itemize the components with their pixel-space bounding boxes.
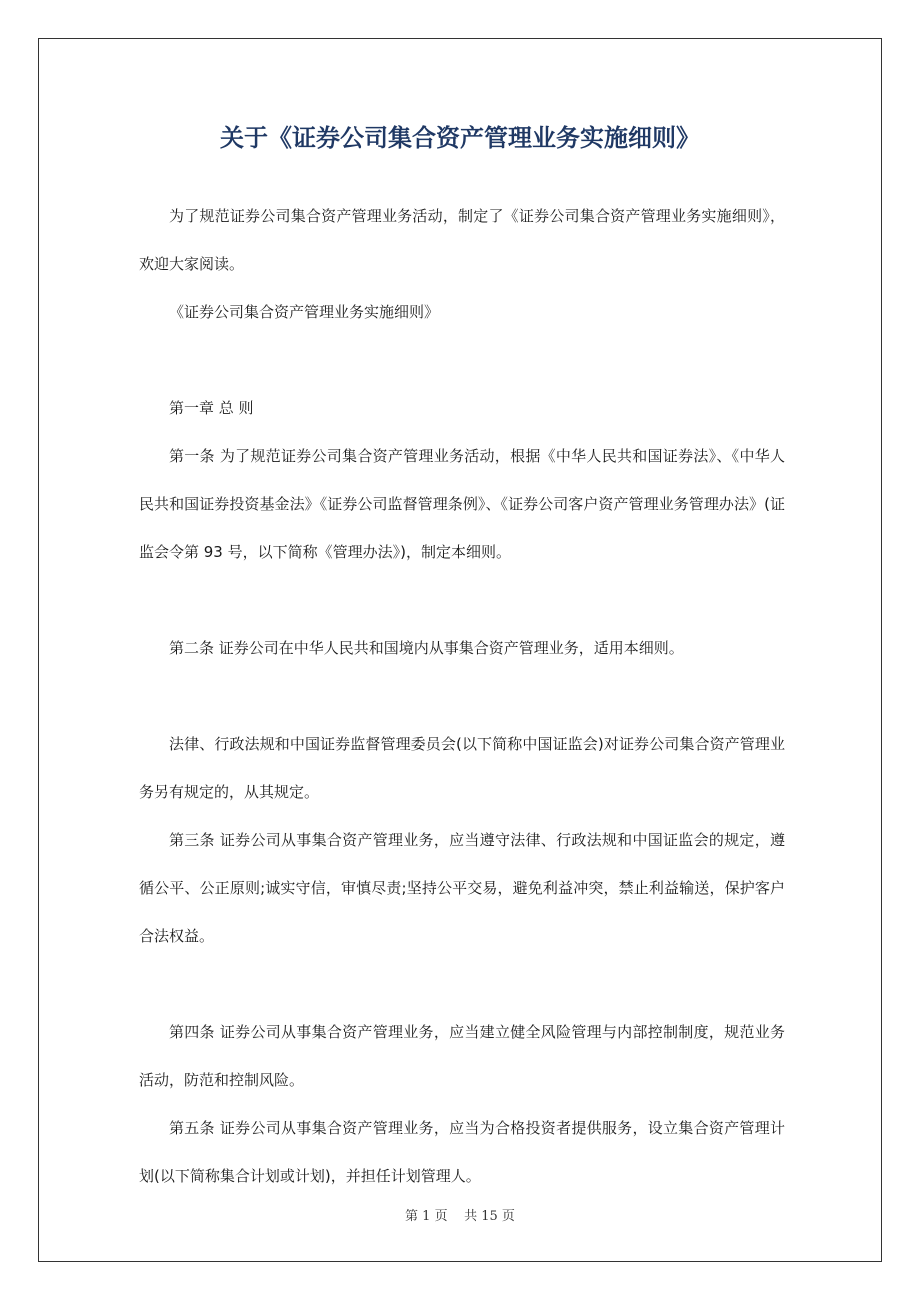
total-pages: 共 15 页 (464, 1209, 515, 1224)
page-footer (0, 1205, 920, 1224)
page-number: 第 1 页 (405, 1209, 448, 1224)
chapter-heading: 第一章 总 则 (169, 399, 254, 417)
paragraph-article-1: 第一条 为了规范证券公司集合资产管理业务活动，根据《中华人民共和国证券法》、《中华人民共和国证券投资基金法》《证券公司监督管理条例》、《证券公司客户资产管理业务管理办法》(证监会令第 93 号，以下简称《管理办法》)，制定本细则。 (139, 447, 785, 561)
paragraph-intro: 为了规范证券公司集合资产管理业务活动，制定了《证券公司集合资产管理业务实施细则》，欢迎大家阅读。 (139, 207, 785, 273)
blank-line (139, 960, 785, 1008)
paragraph-article-2-supplement: 法律、行政法规和中国证券监督管理委员会(以下简称中国证监会)对证券公司集合资产管理业务另有规定的，从其规定。 (139, 735, 785, 801)
document-body (139, 192, 785, 1200)
document-title: 关于《证券公司集合资产管理业务实施细则》 (220, 124, 700, 152)
blank-line (139, 336, 785, 384)
paragraph-article-3: 第三条 证券公司从事集合资产管理业务，应当遵守法律、行政法规和中国证监会的规定，遵循公平、公正原则;诚实守信，审慎尽责;坚持公平交易，避免利益冲突，禁止利益输送，保护客户合法权益。 (139, 831, 785, 945)
paragraph-rules-name: 《证券公司集合资产管理业务实施细则》 (169, 303, 440, 321)
paragraph-article-2: 第二条 证券公司在中华人民共和国境内从事集合资产管理业务，适用本细则。 (169, 639, 684, 657)
paragraph-article-5: 第五条 证券公司从事集合资产管理业务，应当为合格投资者提供服务，设立集合资产管理计划(以下简称集合计划或计划)，并担任计划管理人。 (139, 1119, 785, 1185)
blank-line (139, 672, 785, 720)
paragraph-article-4: 第四条 证券公司从事集合资产管理业务，应当建立健全风险管理与内部控制制度，规范业务活动，防范和控制风险。 (139, 1023, 785, 1089)
blank-line (139, 576, 785, 624)
